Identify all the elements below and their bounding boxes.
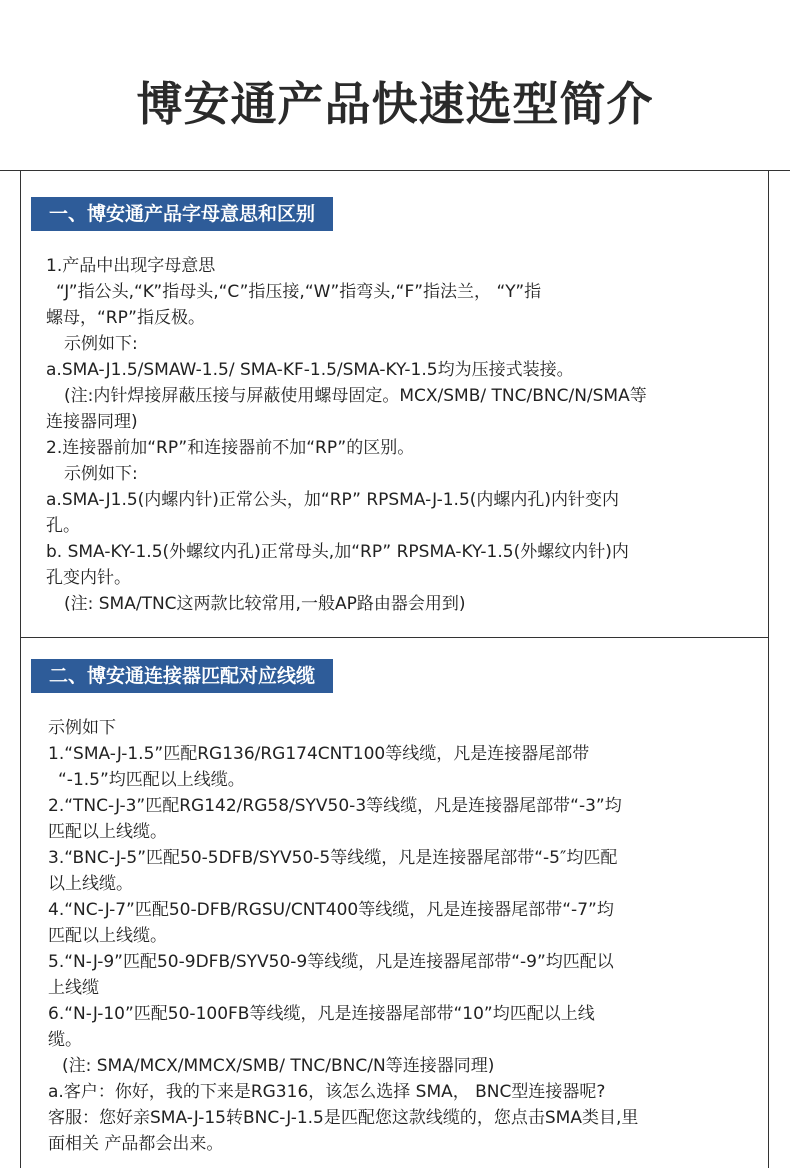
text-line: 6.“N-J-10”匹配50-100FB等线缆，凡是连接器尾部带“10”均匹配以上线 (48, 1004, 595, 1024)
frame-left-line (20, 170, 21, 1168)
frame-right-line (768, 170, 769, 1168)
text-line: 2.“TNC-J-3”匹配RG142/RG58/SYV50-3等线缆，凡是连接器尾部带“-3”均 (48, 796, 622, 816)
text-line: 孔。 (46, 516, 80, 536)
section2-body (48, 715, 638, 1157)
text-line: 以上线缆。 (48, 874, 133, 894)
text-line: 客服：您好亲SMA-J-15转BNC-J-1.5是匹配您这款线缆的，您点击SMA类目,里 (48, 1108, 639, 1128)
text-line: (注:内针焊接屏蔽压接与屏蔽使用螺母固定。MCX/SMB/ TNC/BNC/N/SMA等 (64, 386, 647, 406)
text-line: 示例如下: (64, 464, 138, 484)
frame-top-line (0, 170, 790, 171)
section1-body (46, 253, 647, 617)
text-line: 螺母，“RP”指反极。 (46, 308, 205, 328)
text-line: 示例如下 (48, 718, 116, 738)
text-line: 缆。 (48, 1030, 82, 1050)
text-line: 匹配以上线缆。 (48, 822, 167, 842)
text-line: a.SMA-J1.5/SMAW-1.5/ SMA-KF-1.5/SMA-KY-1.5均为压接式装接。 (46, 360, 574, 380)
text-line: 连接器同理) (46, 412, 138, 432)
text-line: 孔变内针。 (46, 568, 131, 588)
text-line: 5.“N-J-9”匹配50-9DFB/SYV50-9等线缆，凡是连接器尾部带“-9”均匹配以 (48, 952, 614, 972)
text-line: 3.“BNC-J-5”匹配50-5DFB/SYV50-5等线缆，凡是连接器尾部带“-5″均匹配 (48, 848, 618, 868)
section2-header: 二、博安通连接器匹配对应线缆 (31, 659, 333, 693)
section-divider (20, 637, 769, 638)
text-line: 1.产品中出现字母意思 (46, 256, 216, 276)
text-line: a.客户：你好，我的下来是RG316，该怎么选择 SMA， BNC型连接器呢? (48, 1082, 606, 1102)
text-line: 1.“SMA-J-1.5”匹配RG136/RG174CNT100等线缆，凡是连接器尾部带 (48, 744, 590, 764)
text-line: 示例如下: (64, 334, 138, 354)
text-line: 2.连接器前加“RP”和连接器前不加“RP”的区别。 (46, 438, 415, 458)
text-line: (注: SMA/MCX/MMCX/SMB/ TNC/BNC/N等连接器同理) (62, 1056, 495, 1076)
text-line: “-1.5”均匹配以上线缆。 (58, 770, 245, 790)
text-line: 匹配以上线缆。 (48, 926, 167, 946)
text-line: b. SMA-KY-1.5(外螺纹内孔)正常母头,加“RP” RPSMA-KY-1.5(外螺纹内针)内 (46, 542, 629, 562)
page-title: 博安通产品快速选型简介 (136, 77, 654, 131)
section1-header: 一、博安通产品字母意思和区别 (31, 197, 333, 231)
text-line: 4.“NC-J-7”匹配50-DFB/RGSU/CNT400等线缆，凡是连接器尾部带“-7”均 (48, 900, 614, 920)
text-line: 上线缆 (48, 978, 99, 998)
text-line: 面相关 产品都会出来。 (48, 1134, 224, 1154)
text-line: “J”指公头,“K”指母头,“C”指压接,“W”指弯头,“F”指法兰， “Y”指 (56, 282, 542, 302)
text-line: (注: SMA/TNC这两款比较常用,一般AP路由器会用到) (64, 594, 466, 614)
text-line: a.SMA-J1.5(内螺内针)正常公头，加“RP” RPSMA-J-1.5(内螺内孔)内针变内 (46, 490, 620, 510)
